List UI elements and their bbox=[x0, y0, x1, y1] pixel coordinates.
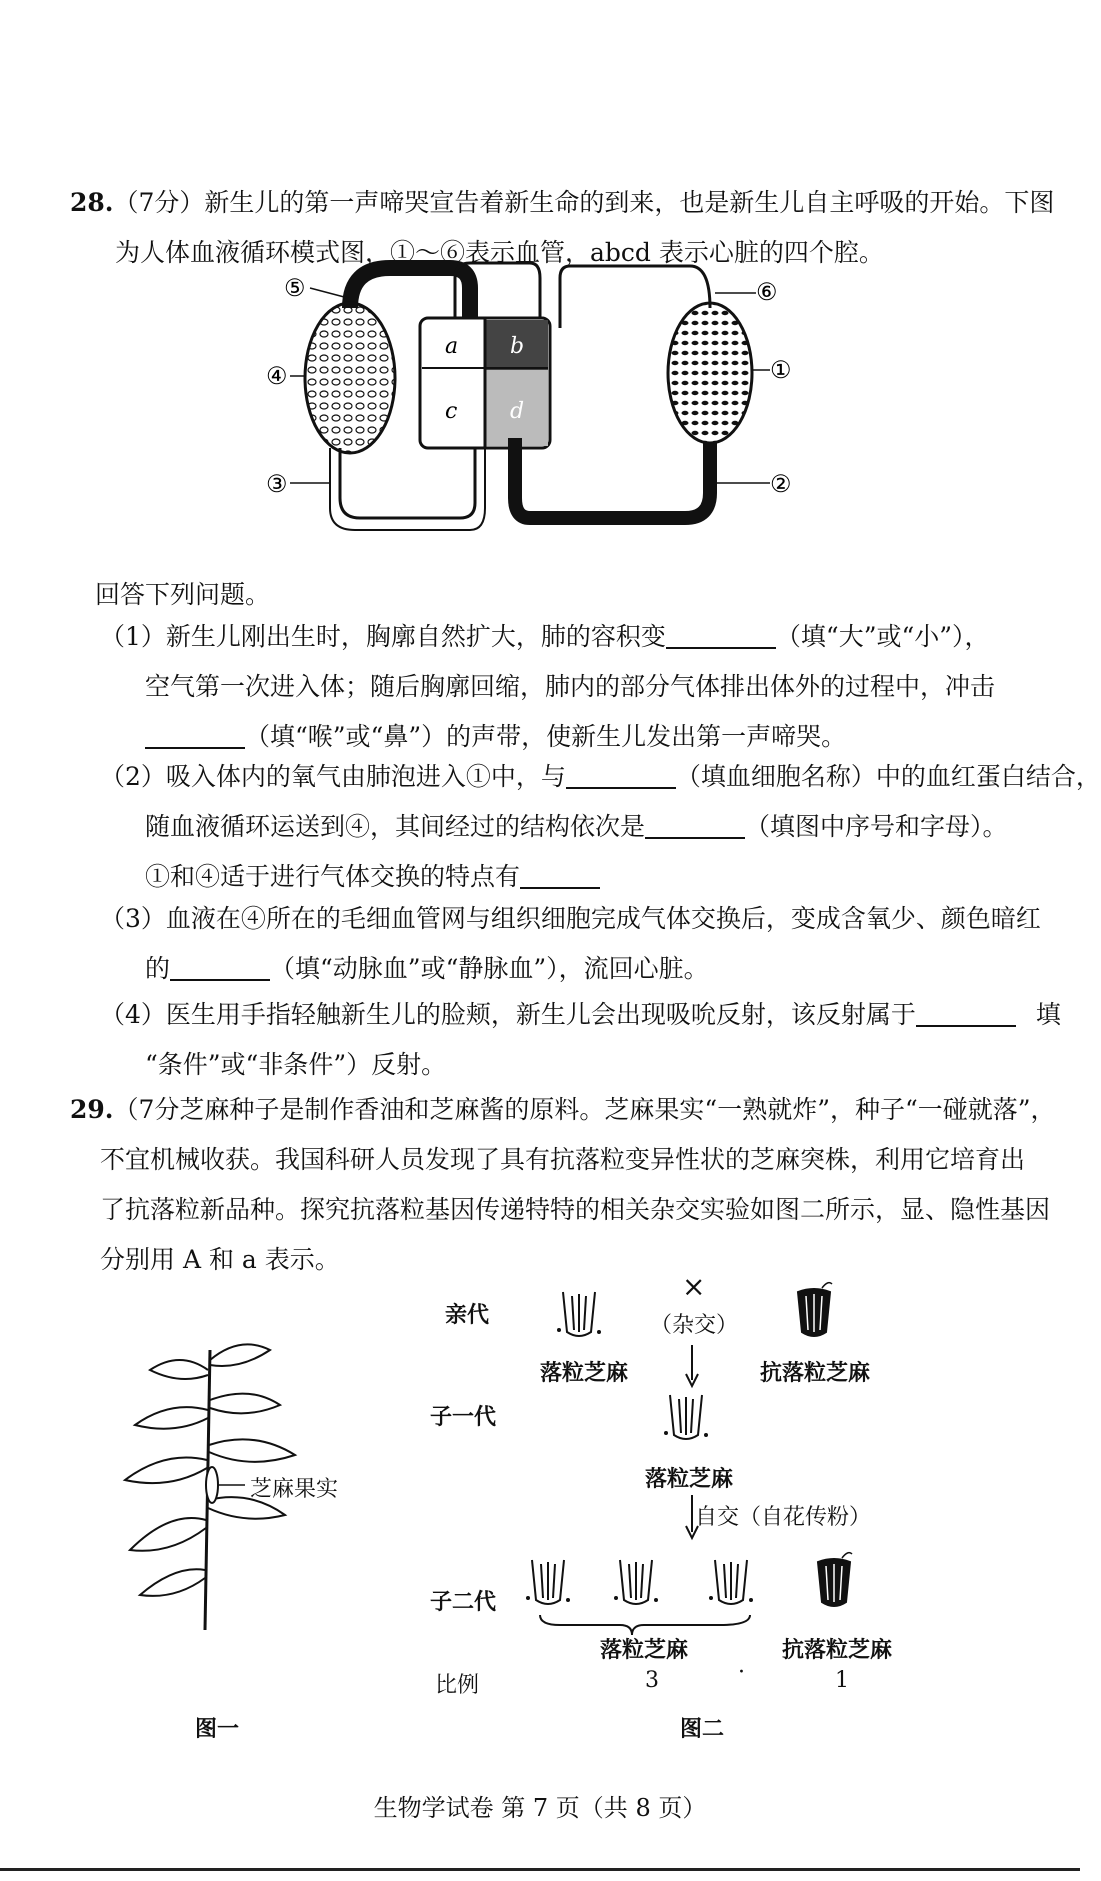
sub1-text-a: （1）新生儿刚出生时，胸廓自然扩大，肺的容积变 bbox=[100, 622, 666, 651]
q29-line-2: 不宜机械收获。我国科研人员发现了具有抗落粒变异性状的芝麻突株，利用它培育出 bbox=[100, 1145, 1026, 1174]
gen-parent-label: 亲代 bbox=[445, 1302, 490, 1328]
intro-line-2: 为人体血液循环模式图，①～⑥表示血管，abcd 表示心脏的四个腔。 bbox=[115, 238, 884, 267]
sub1-text-d: （填“喉”或“鼻”）的声带，使新生儿发出第一声啼哭。 bbox=[245, 722, 847, 751]
blood-circulation-diagram bbox=[266, 268, 792, 558]
ratio-value-resistant: 1 bbox=[835, 1668, 849, 1693]
gen-f2-label: 子二代 bbox=[430, 1589, 497, 1615]
chamber-label-d: d bbox=[510, 399, 525, 424]
sub-question-4 bbox=[100, 990, 1061, 1090]
question-number-29: 29. bbox=[70, 1095, 114, 1124]
sub-question-1 bbox=[100, 612, 1000, 762]
ratio-label: 比例 bbox=[435, 1673, 480, 1698]
label-vessel-2: ② bbox=[770, 470, 792, 498]
label-vessel-6: ⑥ bbox=[756, 278, 778, 306]
sub2-text-b: （填血细胞名称）中的血红蛋白结合， bbox=[675, 762, 1101, 791]
capillary-network-1 bbox=[668, 303, 752, 443]
figure-1-caption: 图一 bbox=[195, 1716, 240, 1742]
q29-line-3: 了抗落粒新品种。探究抗落粒基因传递特特的相关杂交实验如图二所示，显、隐性基因 bbox=[100, 1195, 1051, 1224]
f2-shattering-pod-2 bbox=[614, 1560, 658, 1604]
parent-shattering-pod bbox=[557, 1292, 601, 1336]
sub4-text-b: 填 bbox=[1035, 1000, 1061, 1029]
sub1-text-c: 空气第一次进入体；随后胸廓回缩，肺内的部分气体排出体外的过程中，冲击 bbox=[145, 672, 996, 701]
f1-shattering-label: 落粒芝麻 bbox=[645, 1466, 734, 1492]
sesame-capsule bbox=[206, 1467, 218, 1503]
blank-2-3[interactable] bbox=[520, 861, 600, 889]
f2-resistant-label: 抗落粒芝麻 bbox=[782, 1637, 893, 1663]
sub1-text-b: （填“大”或“小”）， bbox=[775, 622, 990, 651]
sub4-text-a: （4）医生用手指轻触新生儿的脸颊，新生儿会出现吸吮反射，该反射属于 bbox=[100, 1000, 916, 1029]
sub4-text-c: “条件”或“非条件”）反射。 bbox=[145, 1050, 447, 1079]
parent-resistant-pod bbox=[798, 1283, 832, 1336]
intro-line-1: （7分）新生儿的第一声啼哭宣告着新生命的到来，也是新生儿自主呼吸的开始。下图 bbox=[113, 188, 1055, 217]
page-footer: 生物学试卷 第 7 页（共 8 页） bbox=[373, 1794, 707, 1822]
blank-2-1[interactable] bbox=[566, 761, 676, 789]
parent-resistant-label: 抗落粒芝麻 bbox=[760, 1360, 871, 1386]
sub3-text-c: （填“动脉血”或“静脉血”），流回心脏。 bbox=[270, 954, 709, 983]
f2-resistant-pod bbox=[818, 1553, 852, 1606]
q29-line-1: （7分芝麻种子是制作香油和芝麻酱的原料。芝麻果实“一熟就炸”，种子“一碰就落”， bbox=[113, 1095, 1056, 1124]
ratio-value-shattering: 3 bbox=[645, 1668, 659, 1693]
chamber-label-c: c bbox=[445, 399, 458, 424]
f2-shattering-pod-3 bbox=[709, 1560, 753, 1604]
sesame-fruit-label: 芝麻果实 bbox=[250, 1477, 339, 1502]
q29-line-4: 分别用 A 和 a 表示。 bbox=[100, 1245, 340, 1274]
blank-1-2[interactable] bbox=[145, 721, 245, 749]
f1-shattering-pod bbox=[664, 1395, 708, 1439]
sub2-text-c: 随血液循环运送到④，其间经过的结构依次是 bbox=[145, 812, 646, 841]
ratio-dot: · bbox=[738, 1660, 745, 1685]
sub3-text-b: 的 bbox=[145, 954, 171, 983]
cross-symbol: × bbox=[682, 1270, 706, 1303]
figure-2-caption: 图二 bbox=[680, 1716, 725, 1742]
question-29-intro bbox=[70, 1085, 1056, 1285]
f2-group-bracket bbox=[540, 1615, 750, 1635]
f2-shattering-label: 落粒芝麻 bbox=[600, 1637, 689, 1663]
gen-f1-label: 子一代 bbox=[430, 1404, 497, 1430]
capillary-network-4 bbox=[305, 303, 395, 453]
vessel-2 bbox=[515, 438, 710, 518]
sub3-text-a: （3）血液在④所在的毛细血管网与组织细胞完成气体交换后，变成含氧少、颜色暗红 bbox=[100, 904, 1041, 933]
cross-label: （杂交） bbox=[650, 1313, 739, 1338]
label-vessel-5: ⑤ bbox=[284, 274, 306, 302]
sub2-text-e: ①和④适于进行气体交换的特点有 bbox=[145, 862, 521, 891]
blank-1-1[interactable] bbox=[666, 621, 776, 649]
cross-diagram-graphics bbox=[520, 1270, 940, 1650]
bottom-rule bbox=[0, 1868, 1080, 1871]
chamber-label-a: a bbox=[445, 334, 459, 359]
label-vessel-4: ④ bbox=[266, 362, 288, 390]
sub2-text-d: （填图中序号和字母）。 bbox=[745, 812, 1008, 841]
answer-prompt: 回答下列问题。 bbox=[95, 580, 271, 609]
label-vessel-3: ③ bbox=[266, 470, 288, 498]
blank-3-1[interactable] bbox=[170, 953, 270, 981]
f2-shattering-pod-1 bbox=[526, 1560, 570, 1604]
blank-4-1[interactable] bbox=[916, 999, 1016, 1027]
sub-question-3 bbox=[100, 894, 1041, 994]
label-vessel-1: ① bbox=[770, 356, 792, 384]
question-number: 28. bbox=[70, 188, 114, 217]
blank-2-2[interactable] bbox=[645, 811, 745, 839]
chamber-label-b: b bbox=[510, 334, 525, 359]
self-cross-label: 自交（自花传粉） bbox=[695, 1505, 872, 1530]
parent-shattering-label: 落粒芝麻 bbox=[540, 1360, 629, 1386]
vessel-3 bbox=[340, 448, 475, 518]
sub-question-2 bbox=[100, 752, 1101, 902]
sub2-text-a: （2）吸入体内的氧气由肺泡进入①中，与 bbox=[100, 762, 566, 791]
